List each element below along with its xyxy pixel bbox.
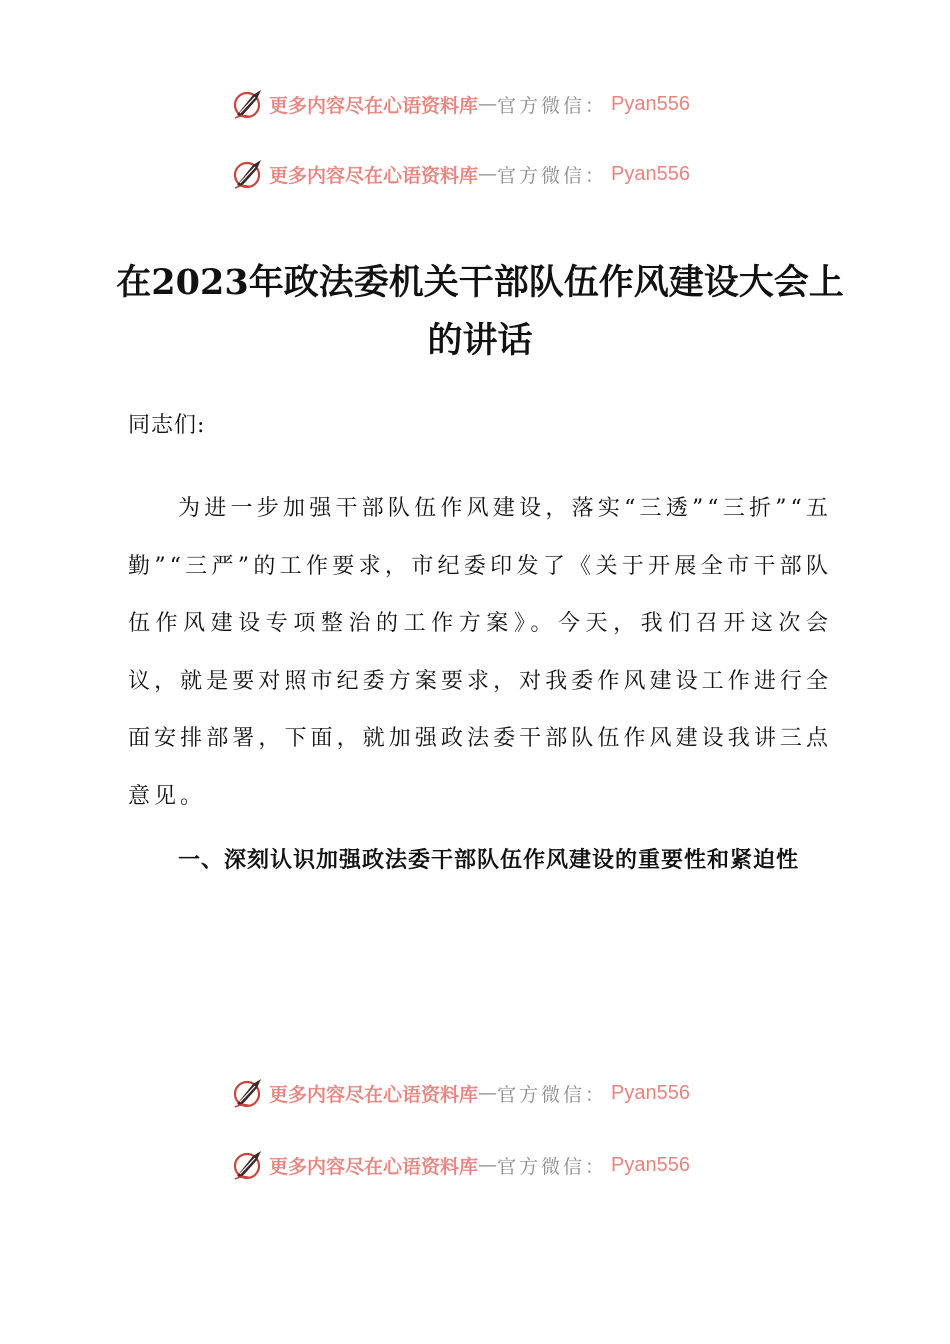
- watermark-label: 官方微信：: [497, 1155, 608, 1178]
- watermark-banner: [231, 86, 690, 122]
- salutation: 同志们:: [128, 413, 206, 438]
- watermark-wechat-id: Pyan556: [611, 92, 690, 115]
- watermark-brand-text: 更多内容尽在心语资料库: [269, 164, 479, 187]
- watermark-separator: —: [478, 1082, 498, 1104]
- watermark-banner: [231, 156, 690, 192]
- document-title: 在2023年政法委机关干部队伍作风建设大会上的讲话: [116, 262, 844, 361]
- watermark-banner: [231, 1147, 690, 1183]
- watermark-wechat-id: Pyan556: [611, 162, 690, 185]
- watermark-wechat-id: Pyan556: [611, 1153, 690, 1176]
- watermark-brand-text: 更多内容尽在心语资料库: [269, 1155, 479, 1178]
- watermark-brand-text: 更多内容尽在心语资料库: [269, 94, 479, 117]
- watermark-wechat-id: Pyan556: [611, 1081, 690, 1104]
- watermark-banner: [231, 1075, 690, 1111]
- watermark-label: 官方微信：: [497, 164, 608, 187]
- quill-pen-logo-icon: [231, 1148, 265, 1182]
- watermark-label: 官方微信：: [497, 94, 608, 117]
- section-heading: 一、深刻认识加强政法委干部队伍作风建设的重要性和紧迫性: [178, 848, 800, 873]
- quill-pen-logo-icon: [231, 157, 265, 191]
- watermark-separator: —: [478, 163, 498, 185]
- watermark-separator: —: [478, 1154, 498, 1176]
- watermark-label: 官方微信：: [497, 1083, 608, 1106]
- quill-pen-logo-icon: [231, 87, 265, 121]
- watermark-separator: —: [478, 93, 498, 115]
- watermark-brand-text: 更多内容尽在心语资料库: [269, 1083, 479, 1106]
- quill-pen-logo-icon: [231, 1076, 265, 1110]
- body-paragraph: 为进一步加强干部队伍作风建设，落实“三透”“三折”“五勤”“三严”的工作要求，市纪委印发了《关于开展全市干部队伍作风建设专项整治的工作方案》。今天，我们召开这次会议，就是要对照市纪委方案要求，对我委作风建设工作进行全面安排部署，下面，就加强政法委干部队伍作风建设我讲三点意见。: [128, 496, 832, 809]
